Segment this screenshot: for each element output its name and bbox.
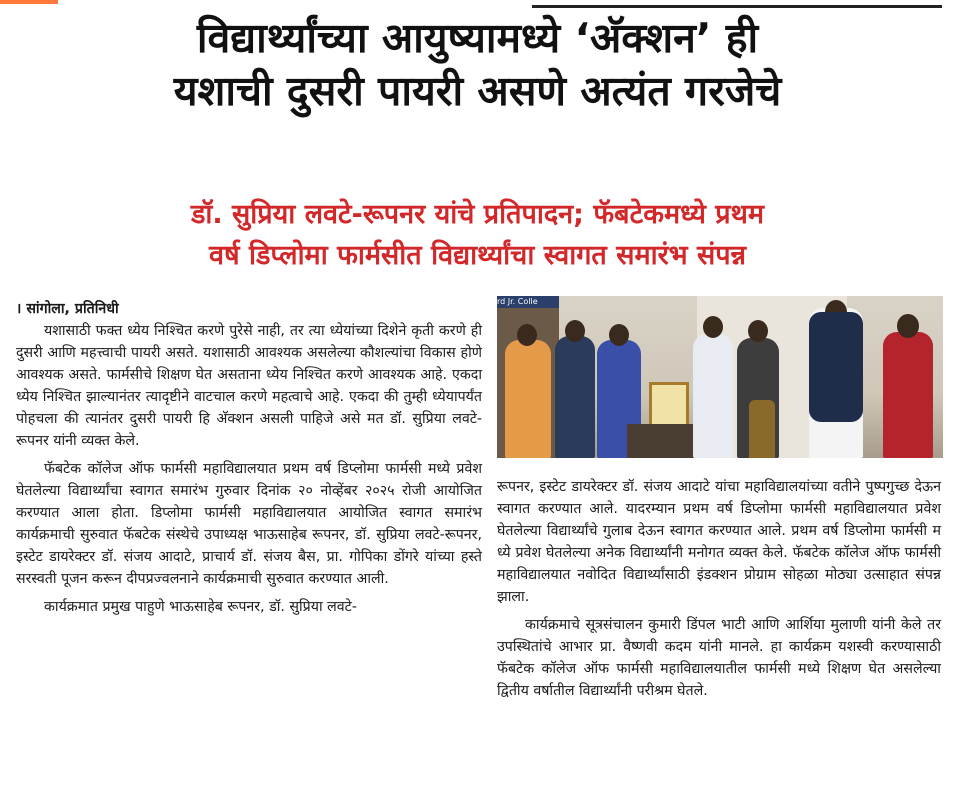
- page-corner-accent: [0, 0, 58, 4]
- dateline: । सांगोला, प्रतिनिधी: [16, 301, 119, 317]
- subheadline-line-1: डॉ. सुप्रिया लवटे-रूपनर यांचे प्रतिपादन; फॅबटेकमध्ये प्रथम: [190, 199, 765, 230]
- person-7: [883, 332, 933, 458]
- person-7-head: [897, 314, 919, 338]
- person-2: [555, 336, 595, 458]
- article-right-column: [497, 476, 941, 702]
- brass-lamp: [749, 400, 775, 458]
- person-5-head: [748, 320, 768, 342]
- headline: [0, 12, 955, 118]
- left-paragraph-3: कार्यक्रमात प्रमुख पाहुणे भाऊसाहेब रूपनर, डॉ. सुप्रिया लवटे-: [44, 599, 357, 615]
- right-paragraph-2: कार्यक्रमाचे सूत्रसंचालन कुमारी डिंपल भाटी आणि आर्शिया मुलाणी यांनी केले तर उपस्थितांचे आभार प्रा. वैष्णवी कदम यांनी मानले. हा कार्यक्रम यशस्वी करण्यासाठी फॅबटेक कॉलेज ऑफ फार्मसी महाविद्यालयातील फार्मसी मध्ये शिक्षण घेत असलेल्या द्वितीय वर्षातील विद्यार्थ्यांनी परीश्रम घेतले.: [497, 617, 941, 699]
- person-3-head: [609, 324, 629, 346]
- left-paragraph-1: यशासाठी फक्त ध्येय निश्चित करणे पुरेसे नाही, तर त्या ध्येयांच्या दिशेने कृती करणे ही दुसरी आणि महत्त्वाची पायरी असते. यशासाठी आवश्यक असलेल्या कौशल्यांचा विकास होणे आवश्यक असते. फार्मसीचे शिक्षण घेत असताना ध्येय निश्चित करणे आवश्यक आहे. एकदा ध्येय निश्चित झाल्यानंतर त्यादृष्टीने वाटचाल करणे महत्वाचे आहे. एकदा की तुम्ही ध्येयापर्यंत पोहचला की त्यानंतर दुसरी पायरी हि अ‍ॅक्शन असली पाहिजे असे मत डॉ. सुप्रिया लवटे-रूपनर यांनी व्यक्त केले.: [16, 323, 482, 449]
- subheadline: [0, 194, 955, 276]
- event-photo: [497, 296, 943, 458]
- right-paragraph-1: रूपनर, इस्टेट डायरेक्टर डॉ. संजय आदाटे यांचा महाविद्यालयांच्या वतीने पुष्पगुच्छ देऊन स्वागत करण्यात आले. यादरम्यान प्रथम वर्ष डिप्लोमा फार्मसी महाविद्यालयात प्रवेश घेतलेल्या विद्यार्थ्यांचे गुलाब देऊन स्वागत करण्यात आले. प्रथम वर्ष डिप्लोमा फार्मसी म ध्ये प्रवेश घेतलेल्या अनेक विद्यार्थ्यांनी मनोगत व्यक्त केले. फॅबटेक कॉलेज ऑफ फार्मसी महाविद्यालयात नवोदित विद्यार्थ्यांसाठी इंडक्शन प्रोग्राम सोहळा मोठ्या उत्साहात संपन्न झाला.: [497, 479, 941, 605]
- person-6-jacket: [809, 312, 863, 422]
- top-rule: [532, 5, 942, 8]
- person-4: [693, 334, 733, 458]
- person-2-head: [565, 320, 585, 342]
- left-paragraph-2: फॅबटेक कॉलेज ऑफ फार्मसी महाविद्यालयात प्रथम वर्ष डिप्लोमा फार्मसी मध्ये प्रवेश घेतलेल्या विद्यार्थ्यांचा स्वागत समारंभ गुरुवार दिनांक २० नोव्हेंबर २०२५ रोजी आयोजित करण्यात आला होता. डिप्लोमा फार्मसी महाविद्यालयात आयोजित स्वागत समारंभ कार्यक्रमाची सुरुवात फॅबटेक संस्थेचे उपाध्यक्ष भाऊसाहेब रूपनर, डॉ. सुप्रिया लवटे-रूपनर, इस्टेट डायरेक्टर डॉ. संजय आदाटे, प्राचार्य डॉ. संजय बैस, प्रा. गोपिका डोंगरे यांच्या हस्ते सरस्वती पूजन करून दीपप्रज्वलनाने कार्यक्रमाची सुरुवात करण्यात आली.: [16, 461, 482, 587]
- person-1-head: [517, 324, 537, 346]
- photo-banner: rd Jr. Colle: [497, 296, 559, 308]
- person-4-head: [703, 316, 723, 338]
- headline-line-2: यशाची दुसरी पायरी असणे अत्यंत गरजेचे: [173, 67, 782, 115]
- person-1: [505, 340, 551, 458]
- headline-line-1: विद्यार्थ्यांच्या आयुष्यामध्ये ‘अ‍ॅक्शन’ ही: [196, 14, 759, 62]
- article-left-column: [16, 298, 482, 618]
- subheadline-line-2: वर्ष डिप्लोमा फार्मसीत विद्यार्थ्यांचा स्वागत समारंभ संपन्न: [209, 240, 746, 271]
